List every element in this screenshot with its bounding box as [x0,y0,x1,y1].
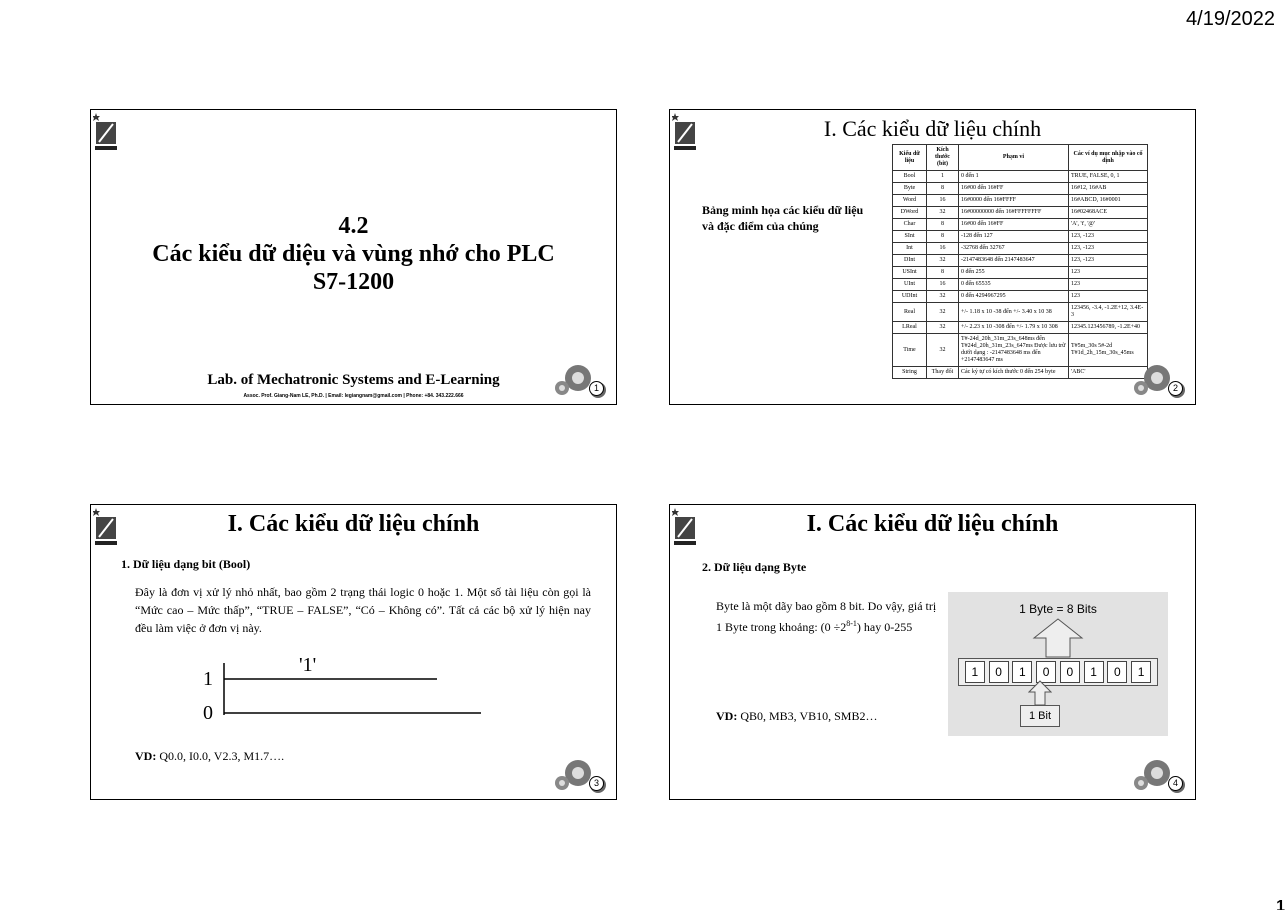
table-cell: Byte [893,183,927,195]
slide-1-title: 4.2 Các kiểu dữ diệu và vùng nhớ cho PLC S7-1200 [152,213,555,295]
table-cell: 1 [927,171,959,183]
table-cell: 32 [927,207,959,219]
table-cell: 32 [927,322,959,334]
bit-cell: 1 [1084,661,1104,683]
bit-signal-diagram [191,651,491,726]
slide-3-thumbnail[interactable] [90,504,617,800]
data-types-table [892,144,1148,379]
section-paragraph: Byte là một dãy bao gồm 8 bit. Do vậy, giá trị 1 Byte trong khoảng: $(0 \div 2^{8-1})$ hay 0-255 [716,599,937,634]
table-cell: 123, -123 [1069,243,1148,255]
table-cell: 123456, -3.4, -1.2E+12, 3.4E-3 [1069,303,1148,322]
table-cell: 16 [927,243,959,255]
table-cell: Các ký tự có kích thước 0 đến 254 byte [959,367,1069,379]
table-cell: Real [893,303,927,322]
table-cell: 16 [927,195,959,207]
table-cell: 16#00000000 đến 16#FFFFFFFF [959,207,1069,219]
byte-diagram [948,592,1168,736]
table-cell: 12345.123456789, -1.2E+40 [1069,322,1148,334]
table-cell: LReal [893,322,927,334]
bit-cell: 1 [1012,661,1032,683]
table-cell: +/- 2.23 x 10 -308 đến +/- 1.79 x 10 308 [959,322,1069,334]
bit-row [958,658,1158,686]
table-cell: USInt [893,267,927,279]
table-header-cell: Kích thước (bit) [927,145,959,171]
table-cell: Word [893,195,927,207]
table-cell: 16#ABCD, 16#0001 [1069,195,1148,207]
signal-value-label: '1' [299,654,317,676]
table-cell: 'A', 't', '@' [1069,219,1148,231]
table-row [893,367,1148,379]
table-cell: +/- 1.18 x 10 -38 đến +/- 3.40 x 10 38 [959,303,1069,322]
table-cell: 8 [927,231,959,243]
example-line: VD: QB0, MB3, VB10, SMB2… [716,709,878,723]
table-cell: TRUE, FALSE, 0, 1 [1069,171,1148,183]
signal-low-label: 0 [203,702,213,724]
table-row [893,183,1148,195]
table-cell: 123, -123 [1069,231,1148,243]
table-cell: 'ABC' [1069,367,1148,379]
up-arrow-icon [1032,618,1084,658]
table-cell: 0 đến 4294967295 [959,291,1069,303]
table-cell: UInt [893,279,927,291]
table-cell: 123 [1069,291,1148,303]
section-subtitle: 2. Dữ liệu dạng Byte [702,560,807,574]
table-cell: -2147483648 đến 2147483647 [959,255,1069,267]
table-cell: 32 [927,291,959,303]
table-cell: 123 [1069,279,1148,291]
table-row [893,279,1148,291]
table-cell: 16 [927,279,959,291]
table-header-row [893,145,1148,171]
table-row [893,171,1148,183]
table-cell: SInt [893,231,927,243]
table-cell: 0 đến 65535 [959,279,1069,291]
table-cell: UDInt [893,291,927,303]
table-row [893,267,1148,279]
table-cell: -128 đến 127 [959,231,1069,243]
slide-number-badge: 3 [589,776,604,791]
table-cell: 123, -123 [1069,255,1148,267]
slide-number-badge: 1 [589,381,604,396]
signal-high-label: 1 [203,668,213,690]
table-cell: 8 [927,219,959,231]
slide-2-title: I. Các kiểu dữ liệu chính [823,116,1042,141]
page-number: 1 [1276,898,1285,910]
table-row [893,231,1148,243]
table-cell: 32 [927,255,959,267]
table-cell: 32 [927,303,959,322]
table-cell: 16#02468ACE [1069,207,1148,219]
bit-cell: 0 [1060,661,1080,683]
table-row [893,219,1148,231]
slide-4-title: I. Các kiểu dữ liệu chính [806,511,1059,537]
table-row [893,243,1148,255]
example-line: VD: Q0.0, I0.0, V2.3, M1.7…. [135,749,285,763]
table-cell: Thay đổi [927,367,959,379]
table-cell: -32768 đến 32767 [959,243,1069,255]
author-credit: Assoc. Prof. Giang-Nam LE, Ph.D. | Email: legiangnam@gmail.com | Phone: +84. 343.222.666 [243,393,464,399]
slide-3-title: I. Các kiểu dữ liệu chính [227,511,480,537]
table-cell: Time [893,334,927,367]
slide-2-thumbnail[interactable] [669,109,1196,405]
table-cell: 8 [927,267,959,279]
section-paragraph: Đây là đơn vị xử lý nhỏ nhất, bao gồm 2 trạng thái logic 0 hoặc 1. Một số tài liệu còn gọi là “Mức cao – Mức thấp”, “TRUE – FALSE”, “Có – Không có”. Tất cả các bộ xử lý hiện nay đều làm việc ở đơn vị này. [135,585,591,635]
slide-4-thumbnail[interactable] [669,504,1196,800]
bit-cell: 1 [1131,661,1151,683]
table-cell: String [893,367,927,379]
byte-label: 1 Byte = 8 Bits [1019,602,1097,616]
table-cell: Int [893,243,927,255]
page-date: 4/19/2022 [1186,8,1275,30]
table-cell: DWord [893,207,927,219]
table-cell: 16#00 đến 16#FF [959,183,1069,195]
table-row [893,255,1148,267]
lab-name: Lab. of Mechatronic Systems and E-Learning [207,372,500,388]
table-cell: 0 đến 255 [959,267,1069,279]
table-caption: Bảng minh họa các kiểu dữ liệu và đặc điểm của chúng [702,203,864,233]
table-cell: T#-24d_20h_31m_23s_648ms đến T#24d_20h_31m_23s_647ms Được lưu trữ dưới dạng : -2147483648 ms đến +2147483647 ms [959,334,1069,367]
bit-pointer-arrow-icon [1028,680,1052,706]
table-cell: T#5m_30s 5#-2d T#1d_2h_15m_30s_45ms [1069,334,1148,367]
table-cell: 8 [927,183,959,195]
bit-cell: 0 [989,661,1009,683]
table-header-cell: Kiểu dữ liệu [893,145,927,171]
table-row [893,291,1148,303]
table-cell: Bool [893,171,927,183]
table-header-cell: Các ví dụ mục nhập vào cố định [1069,145,1148,171]
bit-cell: 1 [965,661,985,683]
bit-cell: 0 [1107,661,1127,683]
table-cell: 0 đến 1 [959,171,1069,183]
table-row [893,207,1148,219]
section-subtitle: 1. Dữ liệu dạng bit (Bool) [121,557,251,571]
slide-number-badge: 4 [1168,776,1183,791]
university-logo-icon [93,110,119,154]
table-row [893,195,1148,207]
table-cell: 16#12, 16#AB [1069,183,1148,195]
table-cell: 123 [1069,267,1148,279]
table-row [893,322,1148,334]
table-cell: 16#0000 đến 16#FFFF [959,195,1069,207]
table-cell: 32 [927,334,959,367]
table-cell: DInt [893,255,927,267]
table-cell: 16#00 đến 16#FF [959,219,1069,231]
slide-1-thumbnail[interactable] [90,109,617,405]
table-cell: Char [893,219,927,231]
table-row [893,334,1148,367]
bit-label: 1 Bit [1020,705,1060,727]
slide-number-badge: 2 [1168,381,1183,396]
table-row [893,303,1148,322]
bit-cell: 0 [1036,661,1056,683]
table-header-cell: Phạm vi [959,145,1069,171]
